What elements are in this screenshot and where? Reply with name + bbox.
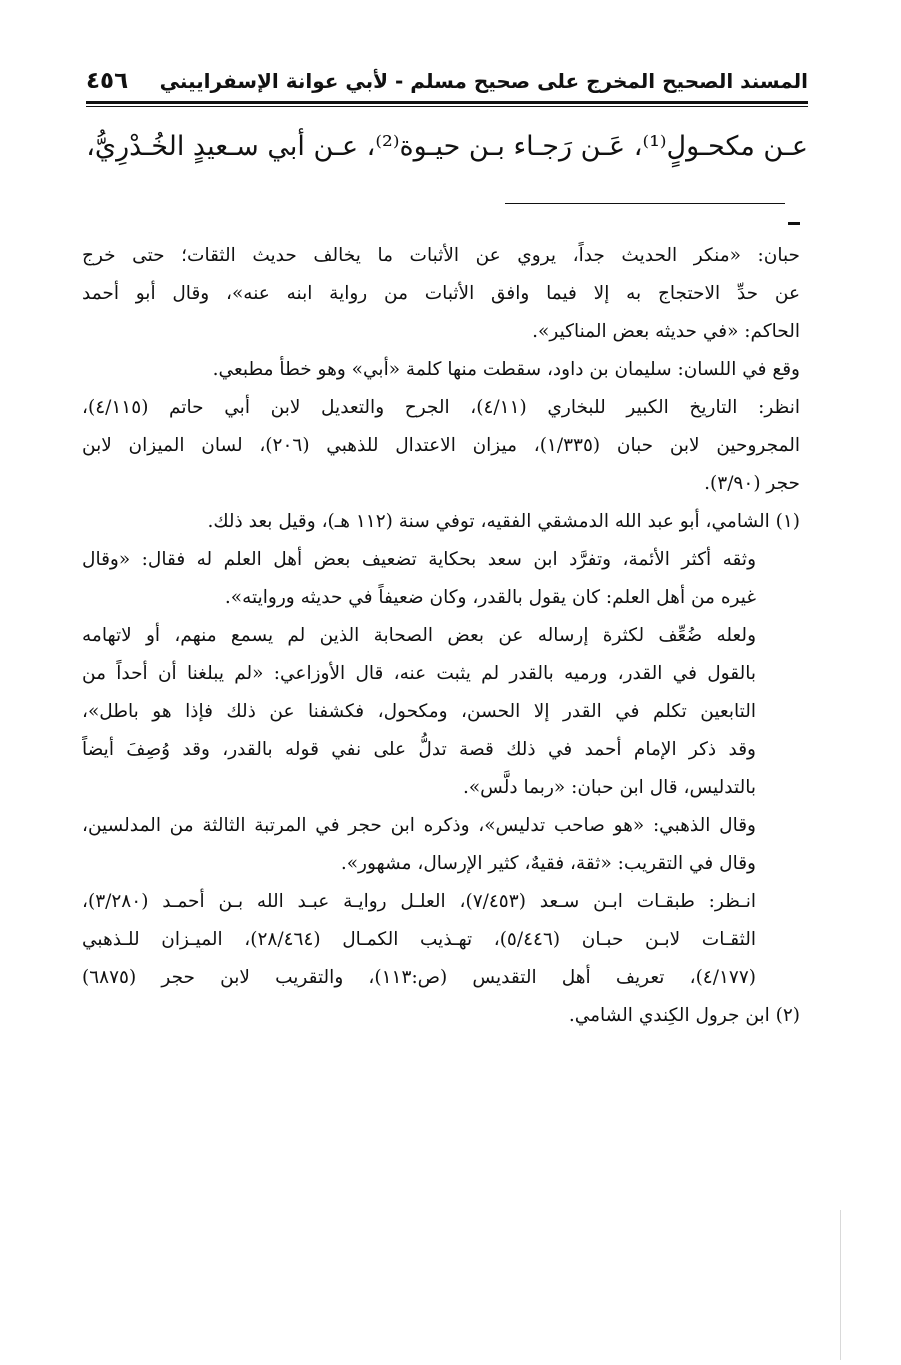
footnote-line: انظر: التاريخ الكبير للبخاري (٤/١١)، الجرح والتعديل لابن أبي حاتم (٤/١١٥)، <box>82 397 800 418</box>
scan-edge-line <box>840 1210 841 1360</box>
footnote-line: (٤/١٧٧)، تعريف أهل التقديس (ص:١١٣)، والتقريب لابن حجر (٦٨٧٥) <box>82 967 756 988</box>
footnote-line: التابعين تكلم في القدر إلا الحسن، ومكحول، فكشفنا عن ذلك فإذا هو باطل»، <box>82 701 756 722</box>
main-text: عـن مكحـولٍ⁽¹⁾، عَـن رَجـاء بـن حيـوة⁽²⁾، عـن أبي سـعيدٍ الخُـدْرِيُّ، <box>86 131 808 162</box>
header-rule-thin <box>86 106 808 107</box>
footnote-line: وثقه أكثر الأئمة، وتفرَّد ابن سعد بحكاية تضعيف بعض أهل العلم له فقال: «وقال <box>82 549 756 570</box>
footnote-1 <box>82 503 800 997</box>
footnote-line: الحاكم: «في حديثه بعض المناكير». <box>532 321 800 342</box>
footnote-continuation-mark <box>788 222 800 225</box>
footnote-line: (٢) ابن جرول الكِندي الشامي. <box>568 1005 800 1026</box>
page-header <box>86 64 808 98</box>
footnote-line: وقد ذكر الإمام أحمد في ذلك قصة تدلُّ على نفي قوله بالقدر، وقد وُصِفَ أيضاً <box>82 739 756 760</box>
running-title: المسند الصحيح المخرج على صحيح مسلم - لأبي عوانة الإسفراييني <box>159 69 808 93</box>
footnote-separator <box>505 203 785 204</box>
footnote-line: الثقـات لابـن حبـان (٥/٤٤٦)، تهـذيب الكمـال (٢٨/٤٦٤)، الميـزان للـذهبي <box>82 929 756 950</box>
footnote-2 <box>82 997 800 1035</box>
footnote-line: بالتدليس، قال ابن حبان: «ربما دلَّس». <box>462 777 756 798</box>
page-number: ٤٥٦ <box>86 68 129 94</box>
footnote-line: ولعله ضُعِّف لكثرة إرساله عن بعض الصحابة الذين لم يسمع منهم، أو لاتهامه <box>82 625 756 646</box>
footnote-line: بالقول في القدر، ورميه بالقدر لم يثبت عنه، قال الأوزاعي: «لم يبلغنا أن أحداً من <box>82 663 756 684</box>
footnotes <box>82 237 800 1035</box>
footnote-line: وقال الذهبي: «هو صاحب تدليس»، وذكره ابن حجر في المرتبة الثالثة من المدلسين، <box>82 815 756 836</box>
footnote-line: حجر (٣/٩٠). <box>704 473 800 494</box>
footnote-line: غيره من أهل العلم: كان يقول بالقدر، وكان ضعيفاً في حديثه وروايته». <box>224 587 756 608</box>
footnote-line: حبان: «منكر الحديث جداً، يروي عن الأثبات ما يخالف حديث الثقات؛ حتى خرج <box>82 245 800 266</box>
footnote-line: انـظر: طبقـات ابـن سـعد (٧/٤٥٣)، العلـل روايـة عبـد الله بـن أحمـد (٣/٢٨٠)، <box>82 891 756 912</box>
footnote-line: المجروحين لابن حبان (١/٣٣٥)، ميزان الاعتدال للذهبي (٢٠٦)، لسان الميزان لابن <box>82 435 800 456</box>
footnote-line: عن حدِّ الاحتجاج به إلا فيما وافق الأثبات من رواية ابنه عنه»، وقال أبو أحمد <box>82 283 800 304</box>
footnote-line: وقال في التقريب: «ثقة، فقيهٌ، كثير الإرسال، مشهور». <box>340 853 756 874</box>
footnote-line: (١) الشامي، أبو عبد الله الدمشقي الفقيه، توفي سنة (١١٢ هـ)، وقيل بعد ذلك. <box>207 511 800 532</box>
footnote-continuation <box>82 237 800 503</box>
header-rule-thick <box>86 101 808 104</box>
footnote-line: وقع في اللسان: سليمان بن داود، سقطت منها كلمة «أبي» وهو خطأ مطبعي. <box>212 359 800 380</box>
